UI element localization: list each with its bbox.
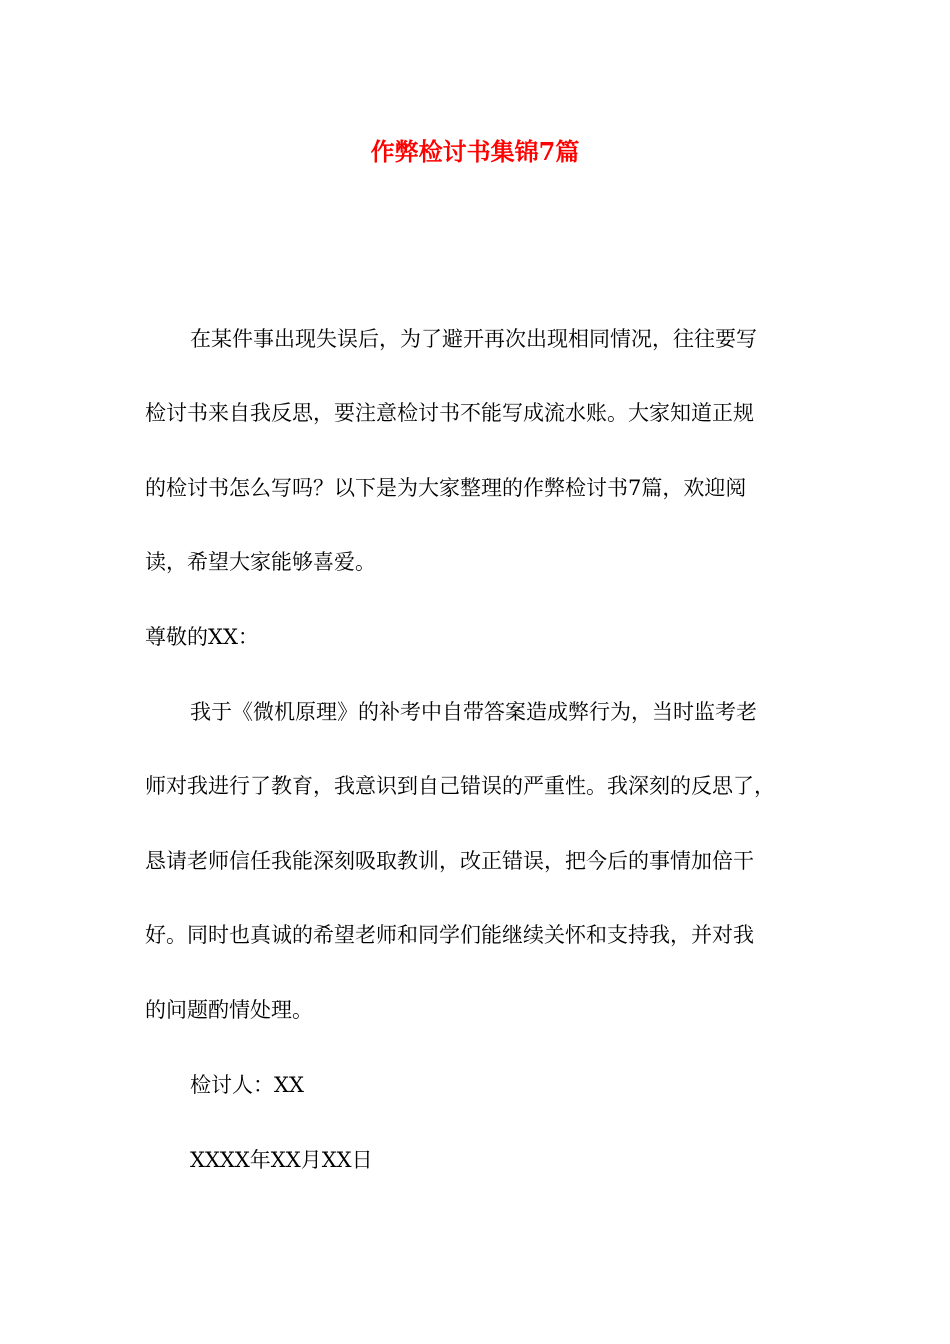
- salutation: 尊敬的XX：: [145, 625, 259, 649]
- paragraph1-line-4: 读，希望大家能够喜爱。: [145, 550, 376, 574]
- paragraph2-line-1: 我于《微机原理》的补考中自带答案造成弊行为，当时监考老: [190, 700, 757, 724]
- signature: 检讨人：XX: [190, 1073, 304, 1097]
- paragraph1-line-3: 的检讨书怎么写吗？以下是为大家整理的作弊检讨书7篇，欢迎阅: [145, 476, 747, 500]
- paragraph1-line-1: 在某件事出现失误后，为了避开再次出现相同情况，往往要写: [190, 327, 757, 351]
- paragraph1-line-2: 检讨书来自我反思，要注意检讨书不能写成流水账。大家知道正规: [145, 401, 754, 425]
- paragraph2-line-5: 的问题酌情处理。: [145, 998, 313, 1022]
- paragraph2-line-2: 师对我进行了教育，我意识到自己错误的严重性。我深刻的反思了，: [145, 774, 775, 798]
- date: XXXX年XX月XX日: [190, 1148, 373, 1172]
- paragraph2-line-4: 好。同时也真诚的希望老师和同学们能继续关怀和支持我，并对我: [145, 923, 754, 947]
- paragraph2-line-3: 恳请老师信任我能深刻吸取教训，改正错误，把今后的事情加倍干: [145, 849, 754, 873]
- document-title: 作弊检讨书集锦7篇: [370, 137, 580, 166]
